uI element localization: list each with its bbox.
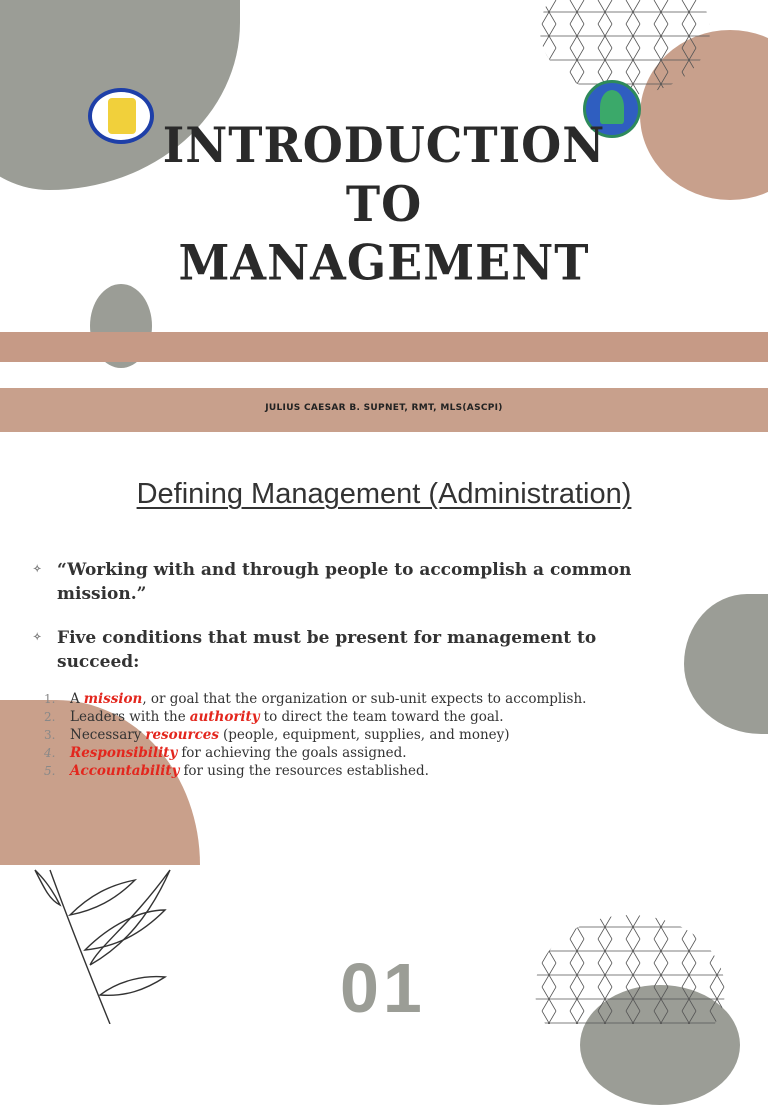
geometric-pattern-top-icon <box>535 0 710 95</box>
diamond-bullet-icon: ✧ <box>33 564 42 575</box>
list-item-text: for using the resources established. <box>183 763 429 779</box>
list-item-keyword: Accountability <box>70 763 180 779</box>
conditions-intro-text: Five conditions that must be present for management to succeed: <box>57 628 597 672</box>
leaf-branch-icon <box>30 865 180 1024</box>
list-number: 3. <box>44 728 56 742</box>
list-item <box>44 762 664 780</box>
author-name: JULIUS CAESAR B. SUPNET, RMT, MLS(ASCPI) <box>265 403 503 413</box>
definition-bullet <box>33 558 673 606</box>
conditions-list <box>44 690 664 780</box>
accent-band-upper <box>0 332 768 362</box>
list-item <box>44 726 664 744</box>
definition-text: “Working with and through people to accomplish a common mission.” <box>57 560 632 604</box>
list-number: 5. <box>44 764 56 778</box>
list-item-keyword: resources <box>145 727 219 743</box>
list-number: 4. <box>44 746 56 760</box>
list-item <box>44 690 664 708</box>
list-item-prefix: Necessary <box>70 727 142 743</box>
list-item-prefix: A <box>70 691 80 707</box>
section-heading: Defining Management (Administration) <box>136 478 632 510</box>
title-line-2: TO <box>345 175 423 233</box>
conditions-bullet <box>33 626 673 674</box>
list-item-text: (people, equipment, supplies, and money) <box>223 727 510 743</box>
title-line-1: INTRODUCTION <box>162 116 606 174</box>
list-number: 1. <box>44 692 56 706</box>
list-item-text: to direct the team toward the goal. <box>263 709 504 725</box>
list-item-prefix: Leaders with the <box>70 709 186 725</box>
slide-number: 01 <box>340 949 426 1027</box>
geometric-pattern-bottom-icon <box>535 915 725 1024</box>
decorative-blob-right <box>684 594 768 734</box>
list-item-keyword: mission <box>83 691 143 707</box>
list-item-keyword: authority <box>189 709 260 725</box>
diamond-bullet-icon: ✧ <box>33 632 42 643</box>
list-item <box>44 744 664 762</box>
list-item <box>44 708 664 726</box>
slide-title <box>0 116 768 292</box>
list-item-text: , or goal that the organization or sub-unit expects to accomplish. <box>142 691 587 707</box>
list-item-text: for achieving the goals assigned. <box>181 745 407 761</box>
list-number: 2. <box>44 710 56 724</box>
title-line-3: MANAGEMENT <box>178 234 590 292</box>
list-item-keyword: Responsibility <box>70 745 178 761</box>
